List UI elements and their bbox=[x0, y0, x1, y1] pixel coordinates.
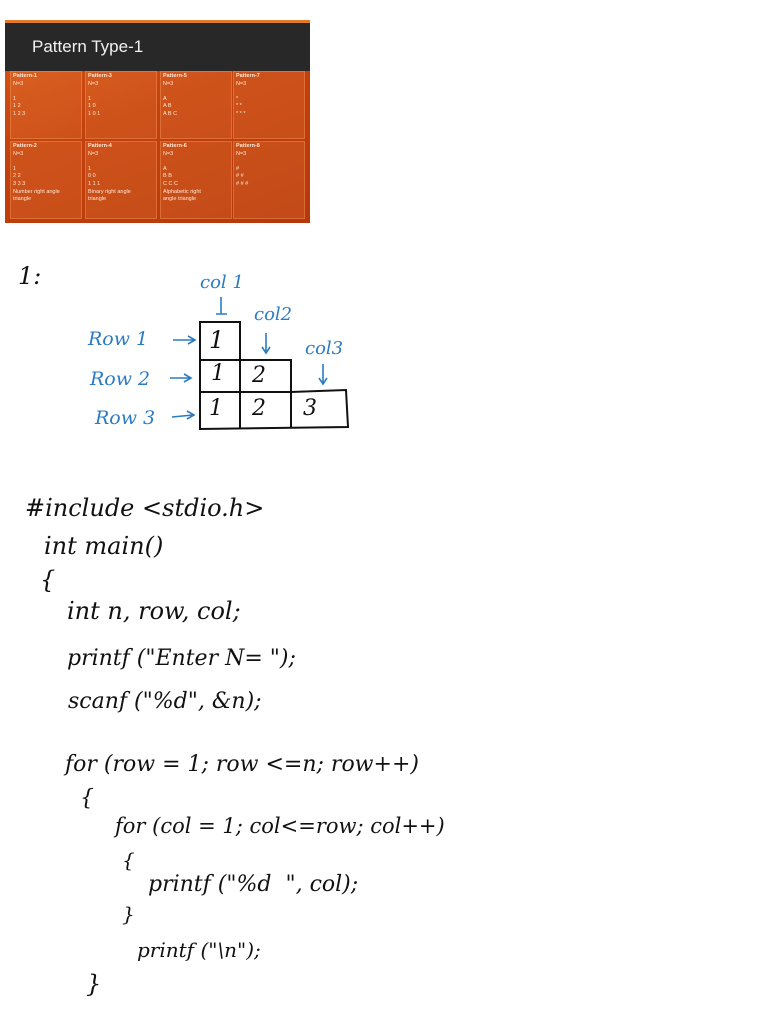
pattern-n: N=3 bbox=[163, 80, 174, 87]
code-line-brace-close-2: } bbox=[86, 970, 102, 998]
pattern-title: Pattern-3 bbox=[88, 73, 112, 79]
row-arrow-3 bbox=[172, 411, 194, 419]
pattern-line: # # # bbox=[236, 180, 249, 187]
pattern-title: Pattern-4 bbox=[88, 143, 112, 149]
pattern-n: N=3 bbox=[88, 150, 99, 157]
pattern-line: # # bbox=[236, 173, 244, 180]
row-arrow-1 bbox=[173, 336, 195, 344]
col-arrow-2 bbox=[262, 333, 270, 353]
grid-cell: 1 bbox=[211, 361, 225, 386]
pattern-line: 1 2 3 bbox=[13, 110, 26, 117]
code-line-printf-col: printf ("%d ", col); bbox=[148, 872, 359, 897]
pattern-caption: triangle bbox=[13, 196, 32, 203]
code-line-brace-close-3: } bbox=[122, 902, 135, 926]
pattern-line: 3 3 3 bbox=[13, 180, 26, 187]
pattern-caption: Binary right angle bbox=[88, 188, 131, 195]
pattern-caption: triangle bbox=[88, 196, 107, 203]
pattern-line: C C C bbox=[163, 180, 178, 187]
pattern-title: Pattern-2 bbox=[13, 143, 37, 149]
col-arrow-3 bbox=[319, 364, 327, 384]
col-label-1: col 1 bbox=[200, 272, 244, 293]
row-label-3: Row 3 bbox=[95, 407, 156, 429]
pattern-line: * * * bbox=[236, 110, 246, 117]
code-line-for-row: for (row = 1; row <=n; row++) bbox=[65, 752, 419, 777]
code-line-scanf: scanf ("%d", &n); bbox=[68, 689, 262, 714]
pattern-title: Pattern-8 bbox=[236, 143, 260, 149]
pattern-line: A B bbox=[163, 103, 172, 110]
slide-title: Pattern Type-1 bbox=[32, 37, 144, 56]
pattern-title: Pattern-6 bbox=[163, 143, 187, 149]
pattern-caption: angle triangle bbox=[163, 196, 197, 203]
row-arrow-2 bbox=[170, 374, 191, 382]
code-line-brace-open-2: { bbox=[80, 786, 94, 811]
pattern-line: A B C bbox=[163, 110, 178, 117]
pattern-n: N=3 bbox=[13, 80, 24, 87]
grid-cell: 1 bbox=[209, 396, 223, 421]
pattern-line: 1 0 bbox=[88, 103, 96, 110]
pattern-line: 0 0 bbox=[88, 173, 96, 180]
pattern-line: 1 bbox=[13, 165, 17, 172]
pattern-line: 1 bbox=[88, 95, 92, 102]
pattern-line: * bbox=[236, 95, 239, 102]
pattern-n: N=3 bbox=[236, 150, 247, 157]
pattern-line: 1 bbox=[88, 165, 92, 172]
row-arrows bbox=[170, 336, 195, 419]
code-line-printf-prompt: printf ("Enter N= "); bbox=[67, 646, 296, 671]
code-line-brace-open: { bbox=[40, 566, 56, 594]
pattern-caption: Number right angle bbox=[13, 188, 60, 195]
grid-cell: 2 bbox=[252, 396, 266, 421]
pattern-line: 2 2 bbox=[13, 173, 21, 180]
section-heading: 1: bbox=[18, 262, 42, 290]
code-line-main: int main() bbox=[44, 532, 164, 560]
pattern-title: Pattern-5 bbox=[163, 73, 187, 79]
pattern-n: N=3 bbox=[88, 80, 99, 87]
pattern-line: 1 0 1 bbox=[88, 110, 101, 117]
pattern-title: Pattern-7 bbox=[236, 73, 260, 79]
pattern-n: N=3 bbox=[163, 150, 174, 157]
pattern-line: B B bbox=[163, 173, 172, 180]
col-label-2: col2 bbox=[254, 304, 293, 325]
pattern-caption: Alphabetic right bbox=[163, 188, 201, 195]
grid-cell: 2 bbox=[252, 363, 266, 388]
pattern-line: A bbox=[163, 95, 167, 102]
code-line-include: #include <stdio.h> bbox=[25, 494, 265, 522]
row-label-2: Row 2 bbox=[90, 368, 151, 390]
grid-cell: 1 bbox=[209, 326, 225, 354]
pattern-n: N=3 bbox=[236, 80, 247, 87]
col-arrows bbox=[216, 297, 327, 384]
row-label-1: Row 1 bbox=[88, 328, 149, 350]
code-line-declare: int n, row, col; bbox=[67, 597, 241, 625]
grid-cell: 3 bbox=[303, 396, 317, 421]
pattern-title: Pattern-1 bbox=[13, 73, 37, 79]
code-line-printf-newline: printf ("\n"); bbox=[137, 938, 261, 962]
col-label-3: col3 bbox=[305, 338, 344, 359]
pattern-line: 1 1 1 bbox=[88, 180, 101, 187]
pattern-line: 1 2 bbox=[13, 103, 21, 110]
pattern-line: * * bbox=[236, 103, 242, 110]
code-line-for-col: for (col = 1; col<=row; col++) bbox=[115, 814, 445, 838]
pattern-n: N=3 bbox=[13, 150, 24, 157]
pattern-line: # bbox=[236, 165, 240, 172]
col-arrow-1 bbox=[216, 297, 227, 314]
pattern-line: A bbox=[163, 165, 167, 172]
pattern-line: 1 bbox=[13, 95, 17, 102]
code-line-brace-open-3: { bbox=[122, 848, 135, 872]
